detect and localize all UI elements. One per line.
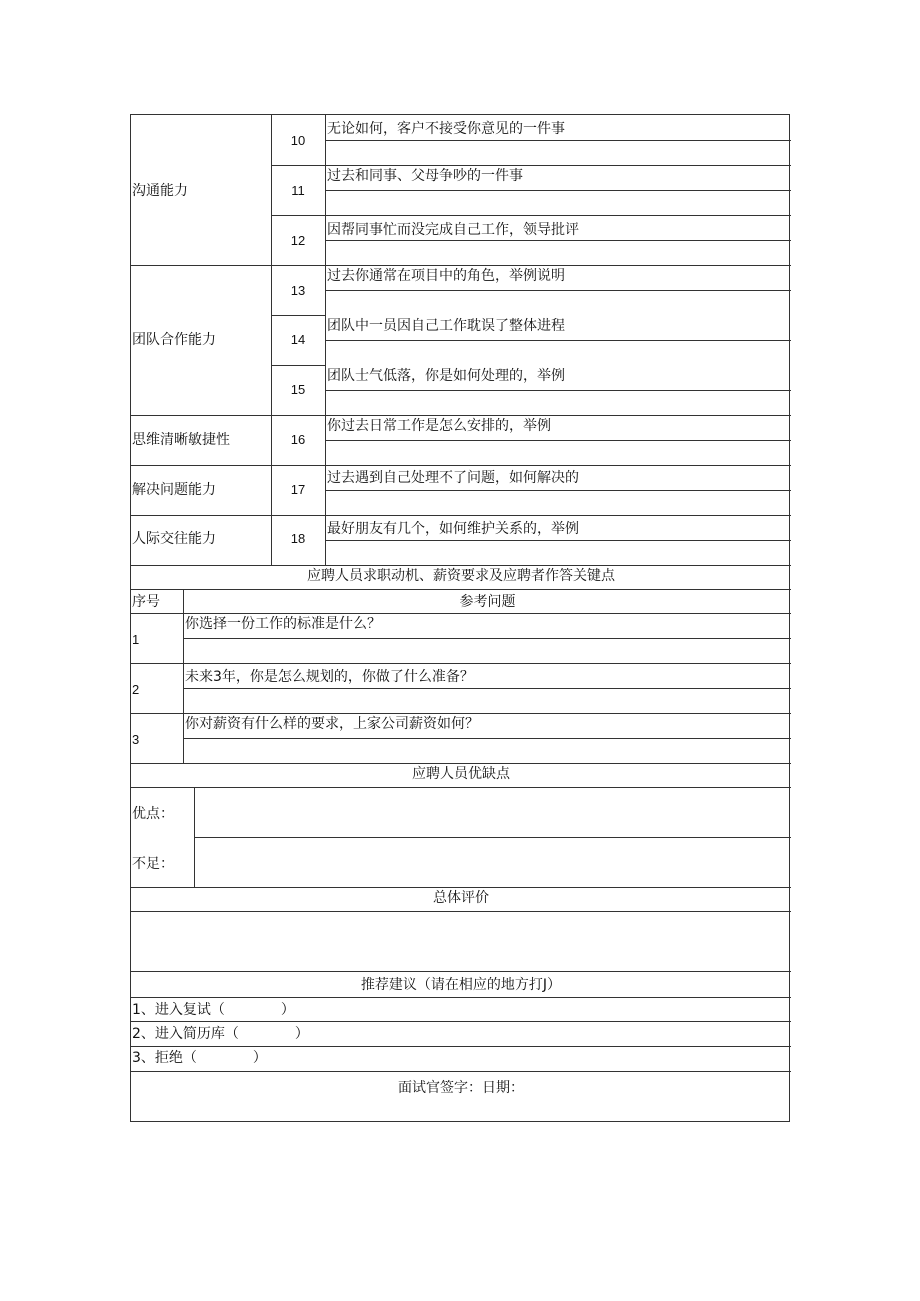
question-number: 15 bbox=[290, 382, 306, 397]
question-text: 你对薪资有什么样的要求，上家公司薪资如何？ bbox=[185, 716, 479, 732]
question-number: 17 bbox=[290, 482, 306, 497]
recommendation-option-reject[interactable]: 3、拒绝（ ） bbox=[132, 1050, 267, 1066]
row-number: 1 bbox=[132, 632, 140, 647]
row-number: 2 bbox=[132, 682, 140, 697]
section-title: 应聘人员求职动机、薪资要求及应聘者作答关键点 bbox=[307, 568, 615, 584]
question-text: 未来3年，你是怎么规划的，你做了什么准备？ bbox=[185, 669, 474, 685]
pros-label: 优点： bbox=[132, 806, 174, 822]
category-label: 团队合作能力 bbox=[132, 332, 216, 348]
overall-evaluation-field[interactable] bbox=[132, 912, 790, 970]
question-text: 无论如何，客户不接受你意见的一件事 bbox=[327, 121, 565, 137]
question-number: 16 bbox=[290, 432, 306, 447]
question-text: 过去你通常在项目中的角色，举例说明 bbox=[327, 268, 565, 284]
column-header-number: 序号 bbox=[132, 594, 160, 610]
column-header-question: 参考问题 bbox=[459, 594, 516, 610]
question-number: 11 bbox=[291, 183, 305, 198]
recommendation-option-resume-pool[interactable]: 2、进入简历库（ ） bbox=[132, 1026, 309, 1042]
recommendation-option-retest[interactable]: 1、进入复试（ ） bbox=[132, 1002, 295, 1018]
signature-label: 面试官签字：日期： bbox=[398, 1080, 524, 1096]
pros-field[interactable] bbox=[195, 788, 790, 836]
signature-field[interactable] bbox=[132, 1101, 790, 1121]
question-number: 10 bbox=[290, 133, 306, 148]
form-table bbox=[130, 114, 790, 1122]
question-text: 最好朋友有几个，如何维护关系的，举例 bbox=[327, 521, 579, 537]
category-label: 沟通能力 bbox=[132, 183, 188, 199]
cons-field[interactable] bbox=[195, 838, 790, 886]
cons-label: 不足： bbox=[132, 856, 174, 872]
section-title: 推荐建议（请在相应的地方打J） bbox=[360, 977, 562, 993]
question-text: 你过去日常工作是怎么安排的，举例 bbox=[327, 418, 551, 434]
question-number: 18 bbox=[290, 531, 306, 546]
question-number: 13 bbox=[290, 283, 306, 298]
question-text: 你选择一份工作的标准是什么？ bbox=[185, 616, 381, 632]
question-text: 过去和同事、父母争吵的一件事 bbox=[327, 168, 523, 184]
row-number: 3 bbox=[132, 732, 140, 747]
category-label: 人际交往能力 bbox=[132, 531, 216, 547]
question-text: 团队中一员因自己工作耽误了整体进程 bbox=[327, 318, 565, 334]
question-number: 12 bbox=[290, 233, 306, 248]
section-title: 应聘人员优缺点 bbox=[412, 766, 510, 782]
question-text: 团队士气低落，你是如何处理的，举例 bbox=[327, 368, 565, 384]
category-label: 解决问题能力 bbox=[132, 482, 216, 498]
section-title: 总体评价 bbox=[433, 890, 489, 906]
question-number: 14 bbox=[290, 332, 306, 347]
category-label: 思维清晰敏捷性 bbox=[132, 432, 230, 448]
question-text: 过去遇到自己处理不了问题，如何解决的 bbox=[327, 470, 579, 486]
question-text: 因帮同事忙而没完成自己工作，领导批评 bbox=[327, 222, 579, 238]
